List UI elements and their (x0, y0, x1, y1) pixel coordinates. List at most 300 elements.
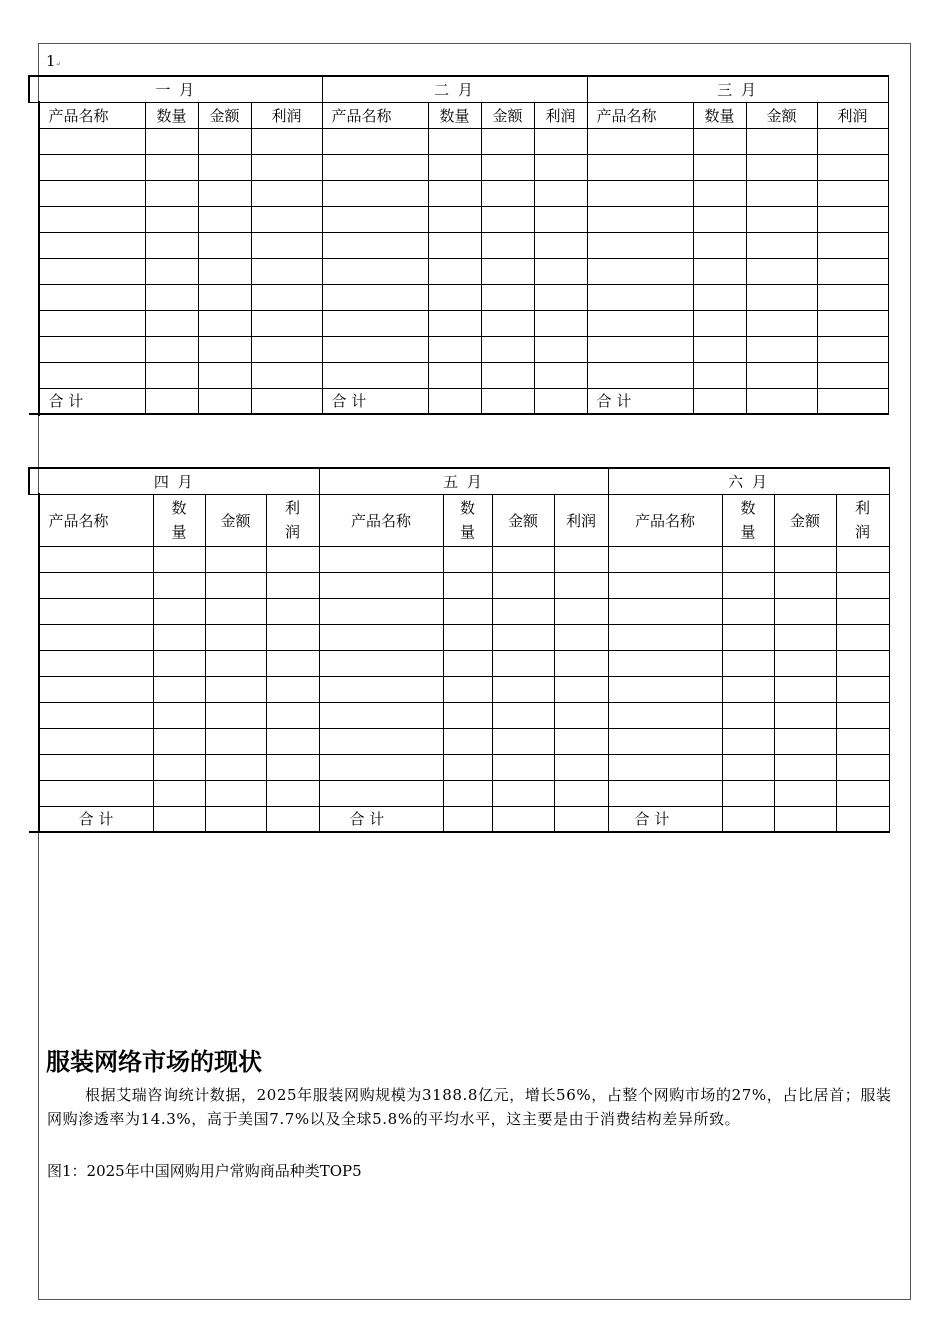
total-label: 合 计 (587, 388, 693, 414)
table-cell[interactable] (693, 232, 746, 258)
table-cell[interactable] (722, 650, 774, 676)
table-cell[interactable] (836, 702, 889, 728)
table-cell[interactable] (266, 728, 319, 754)
table-cell[interactable] (587, 128, 693, 154)
col-amount: 金额 (746, 102, 817, 128)
column-header-row (29, 494, 889, 546)
table-cell[interactable] (39, 284, 145, 310)
table-cell[interactable] (39, 336, 145, 362)
table-cell[interactable] (836, 728, 889, 754)
table-cell[interactable] (481, 362, 534, 388)
col-quantity: 数量 (428, 102, 481, 128)
table-cell[interactable] (608, 650, 722, 676)
table-cell[interactable] (198, 284, 251, 310)
table-cell[interactable] (198, 258, 251, 284)
table-cell[interactable] (774, 806, 836, 832)
table-cell[interactable] (693, 388, 746, 414)
table-cell[interactable] (205, 572, 266, 598)
table-cell[interactable] (266, 624, 319, 650)
table-cell[interactable] (534, 258, 587, 284)
table-cell[interactable] (145, 154, 198, 180)
table-cell[interactable] (266, 780, 319, 806)
table-cell[interactable] (251, 258, 322, 284)
table-cell[interactable] (774, 728, 836, 754)
table-cell[interactable] (153, 572, 205, 598)
table-cell[interactable] (251, 206, 322, 232)
table-cell[interactable] (153, 598, 205, 624)
table-cell[interactable] (817, 258, 888, 284)
table-cell[interactable] (39, 650, 153, 676)
table-cell[interactable] (198, 388, 251, 414)
col-profit: 利润 (817, 102, 888, 128)
table-cell[interactable] (746, 258, 817, 284)
table-cell[interactable] (145, 258, 198, 284)
table-cell[interactable] (746, 232, 817, 258)
table-cell[interactable] (817, 362, 888, 388)
table-cell[interactable] (693, 128, 746, 154)
table-cell[interactable] (534, 154, 587, 180)
table-cell[interactable] (198, 180, 251, 206)
table-cell[interactable] (145, 284, 198, 310)
table-cell[interactable] (817, 336, 888, 362)
table-cell[interactable] (774, 780, 836, 806)
col-quantity-text: 数量 (740, 499, 756, 541)
table-cell[interactable] (746, 206, 817, 232)
sales-table-q2 (28, 467, 890, 833)
table-cell[interactable] (722, 780, 774, 806)
table-cell[interactable] (587, 336, 693, 362)
table-cell[interactable] (198, 206, 251, 232)
table-cell[interactable] (836, 624, 889, 650)
table-cell[interactable] (205, 624, 266, 650)
table-cell[interactable] (608, 624, 722, 650)
table-cell[interactable] (817, 310, 888, 336)
table-cell[interactable] (322, 336, 428, 362)
table-cell[interactable] (153, 676, 205, 702)
table-cell[interactable] (251, 336, 322, 362)
table-cell[interactable] (746, 154, 817, 180)
table-cell[interactable] (481, 154, 534, 180)
table-cell[interactable] (774, 702, 836, 728)
table-cell[interactable] (443, 572, 492, 598)
table-cell[interactable] (587, 284, 693, 310)
table-cell[interactable] (492, 624, 554, 650)
table-cell[interactable] (251, 310, 322, 336)
table-cell[interactable] (319, 624, 443, 650)
table-cell[interactable] (492, 546, 554, 572)
table-cell[interactable] (693, 180, 746, 206)
table-cell[interactable] (774, 598, 836, 624)
table-cell[interactable] (693, 336, 746, 362)
table-cell[interactable] (693, 258, 746, 284)
table-cell[interactable] (39, 572, 153, 598)
table-cell[interactable] (608, 572, 722, 598)
table-row (29, 598, 889, 624)
table-cell[interactable] (481, 206, 534, 232)
table-cell[interactable] (319, 650, 443, 676)
table-cell[interactable] (817, 284, 888, 310)
table-cell[interactable] (205, 780, 266, 806)
table-cell[interactable] (319, 572, 443, 598)
table-cell[interactable] (587, 154, 693, 180)
table-cell[interactable] (693, 154, 746, 180)
col-product-name: 产品名称 (608, 494, 722, 546)
table-cell[interactable] (587, 206, 693, 232)
table-cell[interactable] (817, 232, 888, 258)
table-cell[interactable] (145, 206, 198, 232)
table-cell[interactable] (322, 232, 428, 258)
table-cell[interactable] (746, 362, 817, 388)
table-cell[interactable] (774, 624, 836, 650)
table-cell[interactable] (322, 310, 428, 336)
table-cell[interactable] (836, 546, 889, 572)
col-quantity (722, 494, 774, 546)
table-cell[interactable] (322, 206, 428, 232)
table-cell[interactable] (492, 728, 554, 754)
table-cell[interactable] (587, 362, 693, 388)
table-cell[interactable] (319, 546, 443, 572)
table-cell[interactable] (554, 650, 608, 676)
table-cell[interactable] (319, 780, 443, 806)
table-cell[interactable] (746, 336, 817, 362)
table-cell[interactable] (266, 546, 319, 572)
table-cell[interactable] (153, 754, 205, 780)
table-cell[interactable] (554, 702, 608, 728)
paragraph-mark-icon: ↵ (55, 60, 62, 68)
table-cell[interactable] (492, 650, 554, 676)
page-number (46, 52, 61, 70)
table-cell[interactable] (836, 780, 889, 806)
table-cell[interactable] (492, 572, 554, 598)
col-amount: 金额 (774, 494, 836, 546)
table-cell[interactable] (428, 206, 481, 232)
table-cell[interactable] (205, 806, 266, 832)
table-cell[interactable] (39, 780, 153, 806)
table-cell[interactable] (443, 676, 492, 702)
table-row (29, 754, 889, 780)
col-quantity (153, 494, 205, 546)
table-cell[interactable] (443, 598, 492, 624)
table-cell[interactable] (534, 362, 587, 388)
table-cell[interactable] (428, 180, 481, 206)
table-cell[interactable] (443, 728, 492, 754)
table-cell[interactable] (554, 546, 608, 572)
table-cell[interactable] (443, 702, 492, 728)
table-cell[interactable] (39, 598, 153, 624)
table-cell[interactable] (534, 128, 587, 154)
table-cell[interactable] (836, 676, 889, 702)
table-cell[interactable] (39, 180, 145, 206)
table-cell[interactable] (481, 388, 534, 414)
table-cell[interactable] (205, 754, 266, 780)
table-cell[interactable] (39, 206, 145, 232)
table-cell[interactable] (534, 206, 587, 232)
table-cell[interactable] (774, 676, 836, 702)
table-cell[interactable] (492, 702, 554, 728)
table-cell[interactable] (693, 310, 746, 336)
table-cell[interactable] (39, 754, 153, 780)
table-cell[interactable] (492, 676, 554, 702)
table-cell[interactable] (266, 754, 319, 780)
table-cell[interactable] (608, 702, 722, 728)
table-cell[interactable] (746, 284, 817, 310)
table-cell[interactable] (145, 388, 198, 414)
table-cell[interactable] (836, 572, 889, 598)
table-row (29, 362, 888, 388)
table-cell[interactable] (443, 806, 492, 832)
table-cell[interactable] (428, 128, 481, 154)
table-cell[interactable] (722, 572, 774, 598)
table-cell[interactable] (608, 598, 722, 624)
total-row (29, 388, 888, 414)
col-profit: 利润 (554, 494, 608, 546)
table-cell[interactable] (443, 780, 492, 806)
table-cell[interactable] (319, 728, 443, 754)
table-cell[interactable] (817, 388, 888, 414)
table-cell[interactable] (534, 180, 587, 206)
table-cell[interactable] (443, 546, 492, 572)
table-cell[interactable] (198, 154, 251, 180)
table-cell[interactable] (492, 780, 554, 806)
table-row (29, 546, 889, 572)
table-cell[interactable] (198, 336, 251, 362)
table-cell[interactable] (266, 572, 319, 598)
col-quantity-text: 数量 (171, 499, 187, 541)
table-cell[interactable] (153, 546, 205, 572)
table-cell[interactable] (608, 676, 722, 702)
table-cell[interactable] (205, 676, 266, 702)
table-cell[interactable] (322, 180, 428, 206)
table-cell[interactable] (153, 650, 205, 676)
table-cell[interactable] (587, 180, 693, 206)
col-quantity: 数量 (145, 102, 198, 128)
table-cell[interactable] (145, 362, 198, 388)
col-product-name: 产品名称 (39, 102, 145, 128)
table-cell[interactable] (198, 310, 251, 336)
table-cell[interactable] (722, 624, 774, 650)
table-cell[interactable] (145, 336, 198, 362)
table-cell[interactable] (774, 754, 836, 780)
table-cell[interactable] (836, 754, 889, 780)
table-cell[interactable] (39, 728, 153, 754)
table-cell[interactable] (693, 284, 746, 310)
table-cell[interactable] (39, 258, 145, 284)
table-cell[interactable] (153, 806, 205, 832)
table-left-border (38, 493, 40, 833)
table-cell[interactable] (554, 598, 608, 624)
col-amount: 金额 (492, 494, 554, 546)
table-cell[interactable] (145, 310, 198, 336)
table-cell[interactable] (39, 310, 145, 336)
table-cell[interactable] (534, 284, 587, 310)
table-cell[interactable] (153, 702, 205, 728)
table-cell[interactable] (722, 702, 774, 728)
col-amount: 金额 (205, 494, 266, 546)
table-cell[interactable] (492, 754, 554, 780)
table-cell[interactable] (722, 728, 774, 754)
table-cell[interactable] (492, 806, 554, 832)
table-row (29, 336, 888, 362)
table-cell[interactable] (205, 702, 266, 728)
table-cell[interactable] (251, 362, 322, 388)
table-cell[interactable] (817, 128, 888, 154)
table-cell[interactable] (746, 388, 817, 414)
table-cell[interactable] (153, 728, 205, 754)
table-cell[interactable] (39, 154, 145, 180)
table-cell[interactable] (817, 206, 888, 232)
table-cell[interactable] (145, 180, 198, 206)
col-quantity: 数量 (693, 102, 746, 128)
table-cell[interactable] (428, 284, 481, 310)
table-cell[interactable] (608, 728, 722, 754)
table-row (29, 780, 889, 806)
table-cell[interactable] (587, 258, 693, 284)
table-cell[interactable] (587, 232, 693, 258)
table-cell[interactable] (266, 702, 319, 728)
table-cell[interactable] (443, 754, 492, 780)
table-cell[interactable] (428, 336, 481, 362)
table-cell[interactable] (534, 232, 587, 258)
figure-caption: 图1：2025年中国网购用户常购商品种类TOP5 (47, 1162, 362, 1180)
table-cell[interactable] (39, 128, 145, 154)
table-row (29, 258, 888, 284)
table-cell[interactable] (481, 310, 534, 336)
table-cell[interactable] (722, 754, 774, 780)
table-cell[interactable] (554, 806, 608, 832)
table-cell[interactable] (198, 362, 251, 388)
table-row (29, 180, 888, 206)
table-cell[interactable] (554, 754, 608, 780)
table-cell[interactable] (774, 546, 836, 572)
table-cell[interactable] (145, 232, 198, 258)
col-profit: 利润 (251, 102, 322, 128)
table-cell[interactable] (817, 180, 888, 206)
table-cell[interactable] (554, 676, 608, 702)
table-cell[interactable] (722, 676, 774, 702)
table-cell[interactable] (251, 388, 322, 414)
table-cell[interactable] (39, 702, 153, 728)
table-cell[interactable] (746, 310, 817, 336)
col-product-name: 产品名称 (39, 494, 153, 546)
table-cell[interactable] (481, 180, 534, 206)
table-cell[interactable] (428, 154, 481, 180)
col-profit: 利润 (534, 102, 587, 128)
sales-table-q1 (28, 75, 889, 415)
table-cell[interactable] (608, 780, 722, 806)
table-cell[interactable] (319, 754, 443, 780)
table-cell[interactable] (153, 780, 205, 806)
table-cell[interactable] (251, 128, 322, 154)
table-cell[interactable] (322, 362, 428, 388)
table-cell[interactable] (481, 232, 534, 258)
table-cell[interactable] (693, 362, 746, 388)
table-body (29, 546, 889, 806)
col-profit-text: 利润 (284, 499, 300, 541)
table-cell[interactable] (251, 180, 322, 206)
table-row (29, 128, 888, 154)
table-cell[interactable] (481, 128, 534, 154)
table-cell[interactable] (428, 232, 481, 258)
table-cell[interactable] (198, 128, 251, 154)
table-cell[interactable] (534, 310, 587, 336)
table-cell[interactable] (443, 624, 492, 650)
table-cell[interactable] (266, 806, 319, 832)
table-cell[interactable] (39, 624, 153, 650)
table-cell[interactable] (693, 206, 746, 232)
table-cell[interactable] (266, 650, 319, 676)
table-cell[interactable] (554, 780, 608, 806)
table-cell[interactable] (205, 728, 266, 754)
table-left-border (38, 101, 40, 416)
table-cell[interactable] (481, 284, 534, 310)
table-cell[interactable] (481, 336, 534, 362)
table-cell[interactable] (319, 598, 443, 624)
table-cell[interactable] (322, 128, 428, 154)
table-cell[interactable] (836, 806, 889, 832)
table-cell[interactable] (205, 650, 266, 676)
table-cell[interactable] (443, 650, 492, 676)
table-cell[interactable] (836, 598, 889, 624)
table-cell[interactable] (492, 598, 554, 624)
table-cell[interactable] (266, 676, 319, 702)
table-cell[interactable] (205, 598, 266, 624)
table-cell[interactable] (322, 284, 428, 310)
table-cell[interactable] (608, 754, 722, 780)
table-cell[interactable] (554, 624, 608, 650)
table-cell[interactable] (608, 546, 722, 572)
table-cell[interactable] (554, 572, 608, 598)
table-cell[interactable] (39, 232, 145, 258)
table-cell[interactable] (153, 624, 205, 650)
table-row (29, 624, 889, 650)
table-cell[interactable] (428, 258, 481, 284)
table-cell[interactable] (534, 388, 587, 414)
table-cell[interactable] (251, 232, 322, 258)
table-cell[interactable] (428, 310, 481, 336)
table-cell[interactable] (722, 598, 774, 624)
table-cell[interactable] (145, 128, 198, 154)
table-cell[interactable] (266, 598, 319, 624)
table-cell[interactable] (319, 676, 443, 702)
table-cell[interactable] (817, 154, 888, 180)
table-cell[interactable] (251, 154, 322, 180)
total-row (29, 806, 889, 832)
table-cell[interactable] (39, 676, 153, 702)
table-cell[interactable] (251, 284, 322, 310)
table-cell[interactable] (481, 258, 534, 284)
table-cell[interactable] (534, 336, 587, 362)
table-cell[interactable] (774, 572, 836, 598)
table-cell[interactable] (722, 806, 774, 832)
table-cell[interactable] (746, 128, 817, 154)
table-cell[interactable] (205, 546, 266, 572)
table-cell[interactable] (198, 232, 251, 258)
table-cell[interactable] (746, 180, 817, 206)
table-cell[interactable] (428, 388, 481, 414)
table-cell[interactable] (774, 650, 836, 676)
table-cell[interactable] (554, 728, 608, 754)
table-cell[interactable] (428, 362, 481, 388)
table-cell[interactable] (322, 154, 428, 180)
table-cell[interactable] (587, 310, 693, 336)
table-cell[interactable] (836, 650, 889, 676)
month-header-may: 五 月 (319, 468, 608, 494)
table-cell[interactable] (722, 546, 774, 572)
table-cell[interactable] (319, 702, 443, 728)
table-cell[interactable] (39, 546, 153, 572)
table-cell[interactable] (39, 362, 145, 388)
table-cell[interactable] (322, 258, 428, 284)
